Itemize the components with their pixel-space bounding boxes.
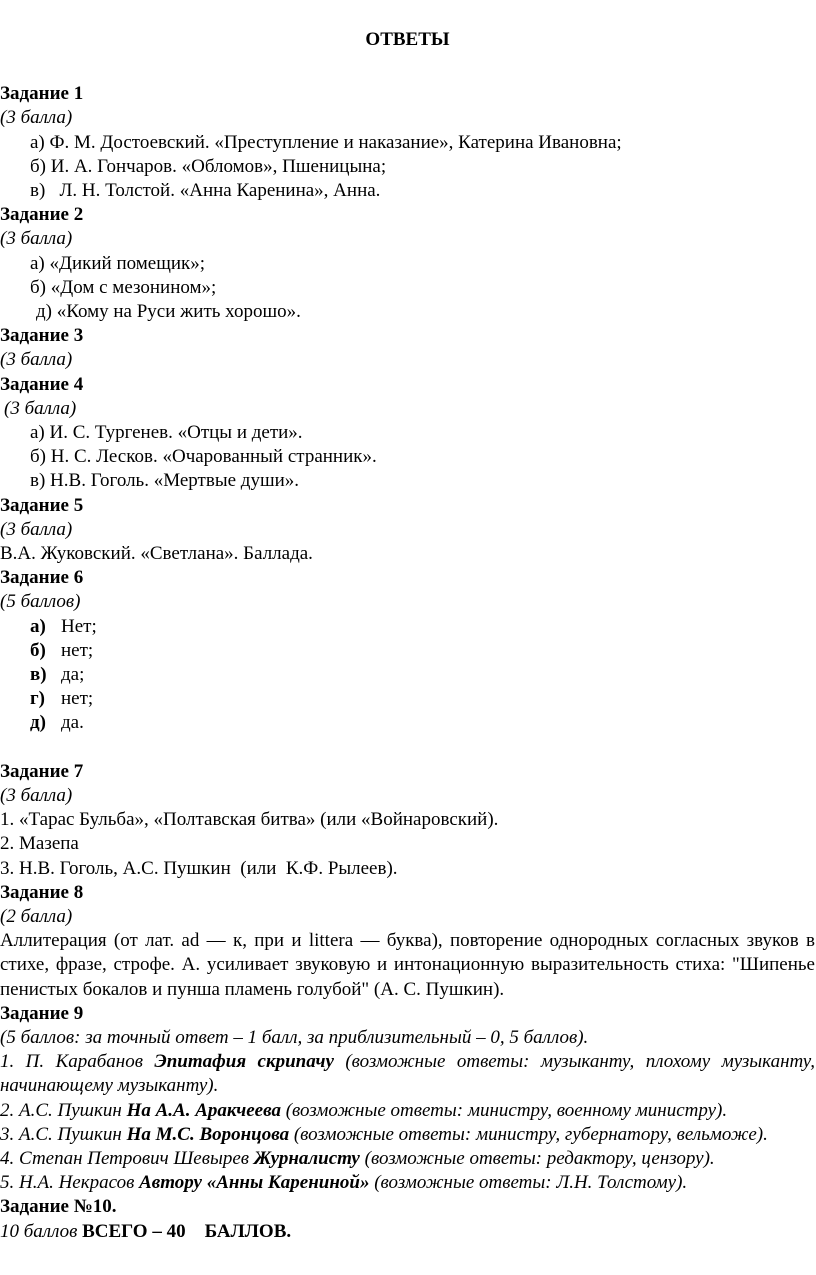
author: 3. А.С. Пушкин: [0, 1123, 127, 1145]
task-3-score: (3 балла): [0, 349, 73, 371]
task-4-answer-a: а) И. С. Тургенев. «Отцы и дети».: [30, 422, 303, 444]
task-1-answer-a: а) Ф. М. Достоевский. «Преступление и наказание», Катерина Ивановна;: [30, 131, 622, 153]
task-9-answer-5: [0, 1171, 815, 1195]
answer-value: нет;: [61, 639, 94, 661]
author: 5. Н.А. Некрасов: [0, 1172, 140, 1194]
poem-title: Эпитафия скрипачу: [154, 1051, 334, 1073]
poem-title: На М.С. Воронцова: [126, 1123, 290, 1145]
answers-document: [0, 28, 815, 1244]
task-9-answer-4: [0, 1147, 815, 1171]
possible-answers: (возможные ответы: Л.Н. Толстому).: [369, 1172, 688, 1194]
task-9-answer-2: [0, 1099, 815, 1123]
task-9-answer-1: [0, 1050, 815, 1098]
task-5-answer: В.А. Жуковский. «Светлана». Баллада.: [0, 543, 313, 565]
task-2-answer-d: д) «Кому на Руси жить хорошо».: [36, 301, 301, 323]
possible-answers: (возможные ответы: музыканту, плохому музыканту, начинающему музыканту).: [0, 1051, 815, 1097]
task-8-answer: Аллитерация (от лат. ad — к, при и littera — буква), повторение однородных согласных звуков в стихе, фразе, строфе. А. усиливает звуковую и интонационную выразительность стиха: "Шипенье пенистых бокалов и пунша пламень голубой" (А. С. Пушкин).: [0, 930, 815, 1000]
possible-answers: (возможные ответы: редактору, цензору).: [359, 1147, 715, 1169]
possible-answers: (возможные ответы: министру, военному министру).: [280, 1099, 728, 1121]
task-6-answer-b: [0, 639, 815, 663]
poem-title: Журналисту: [253, 1147, 360, 1169]
answer-letter: а): [30, 615, 46, 637]
answer-value: нет;: [61, 688, 94, 710]
task-10-score: 10 баллов: [0, 1220, 78, 1242]
task-10-heading: Задание №10.: [0, 1196, 117, 1218]
task-7-answer-2: 2. Мазепа: [0, 833, 79, 855]
task-5-heading: Задание 5: [0, 494, 84, 516]
task-6-answer-c: [0, 663, 815, 687]
task-2-score: (3 балла): [0, 228, 73, 250]
task-9-score: (5 баллов: за точный ответ – 1 балл, за приблизительный – 0, 5 баллов).: [0, 1026, 589, 1048]
task-1-answer-c: в) Л. Н. Толстой. «Анна Каренина», Анна.: [30, 180, 381, 202]
task-7-answer-3: 3. Н.В. Гоголь, А.С. Пушкин (или К.Ф. Рылеев).: [0, 857, 398, 879]
poem-title: Автору «Анны Карениной»: [139, 1172, 370, 1194]
answer-value: Нет;: [61, 615, 97, 637]
task-2-heading: Задание 2: [0, 204, 84, 226]
answer-letter: г): [30, 688, 45, 710]
task-8-score: (2 балла): [0, 905, 73, 927]
task-1-heading: Задание 1: [0, 83, 84, 105]
task-2-answer-b: б) «Дом с мезонином»;: [30, 276, 217, 298]
task-4-heading: Задание 4: [0, 373, 84, 395]
answer-value: да;: [61, 664, 85, 686]
task-4-answer-b: б) Н. С. Лесков. «Очарованный странник».: [30, 446, 377, 468]
task-9-heading: Задание 9: [0, 1002, 84, 1024]
task-8-heading: Задание 8: [0, 881, 84, 903]
task-6-score: (5 баллов): [0, 591, 81, 613]
author: 1. П. Карабанов: [0, 1051, 155, 1073]
possible-answers: (возможные ответы: министру, губернатору, вельможе).: [289, 1123, 768, 1145]
task-6-heading: Задание 6: [0, 567, 84, 589]
author: 2. А.С. Пушкин: [0, 1099, 127, 1121]
task-7-heading: Задание 7: [0, 760, 84, 782]
task-10-total: [0, 1220, 815, 1244]
task-7-answer-1: 1. «Тарас Бульба», «Полтавская битва» (или «Войнаровский).: [0, 809, 499, 831]
answer-letter: б): [30, 639, 46, 661]
task-9-answer-3: [0, 1123, 815, 1147]
task-6-answer-a: [0, 615, 815, 639]
poem-title: На А.А. Аракчеева: [126, 1099, 281, 1121]
answer-letter: в): [30, 664, 47, 686]
answer-value: да.: [61, 712, 84, 734]
page-title: ОТВЕТЫ: [365, 29, 450, 50]
spacer: [0, 736, 815, 760]
task-4-score: (3 балла): [4, 397, 77, 419]
task-6-answer-e: [0, 711, 815, 735]
task-3-heading: Задание 3: [0, 325, 84, 347]
total-score: ВСЕГО – 40 БАЛЛОВ.: [77, 1220, 292, 1242]
task-2-answer-a: а) «Дикий помещик»;: [30, 252, 206, 274]
task-6-answer-d: [0, 687, 815, 711]
task-1-answer-b: б) И. А. Гончаров. «Обломов», Пшеницына;: [30, 155, 387, 177]
task-7-score: (3 балла): [0, 784, 73, 806]
task-1-score: (3 балла): [0, 107, 73, 129]
answer-letter: д): [30, 712, 46, 734]
task-4-answer-c: в) Н.В. Гоголь. «Мертвые души».: [30, 470, 299, 492]
author: 4. Степан Петрович Шевырев: [0, 1147, 254, 1169]
task-5-score: (3 балла): [0, 518, 73, 540]
